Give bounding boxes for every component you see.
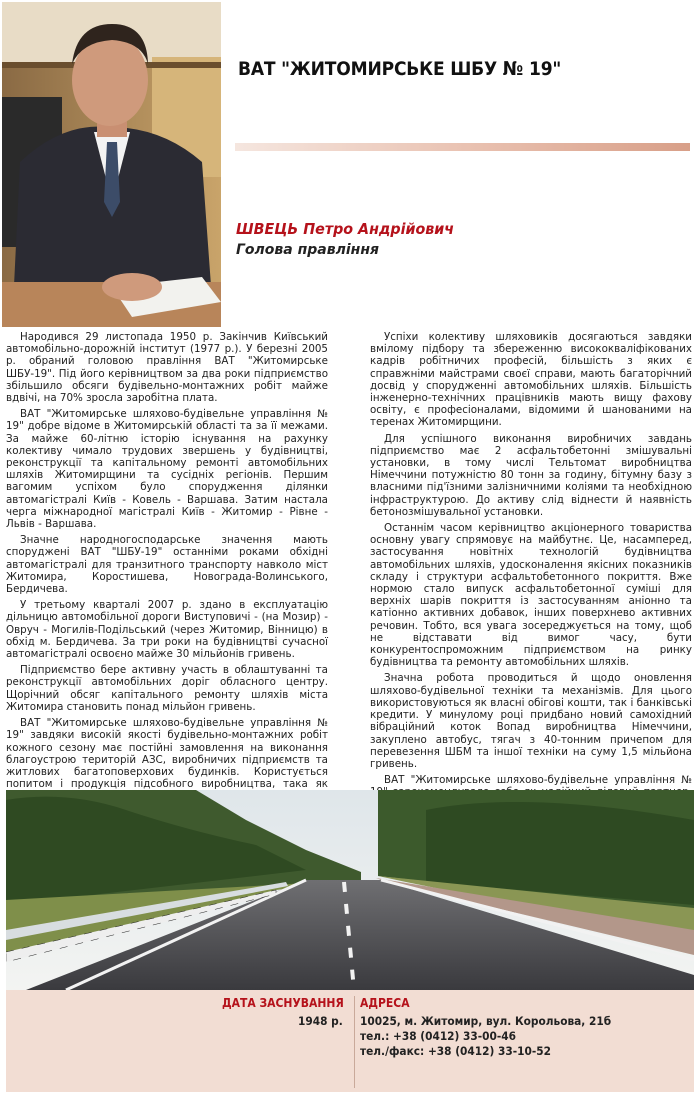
paragraph: Значна робота проводиться й щодо оновлення шляхово-будівельної техніки та механізмів. Для цього використовуються як власні обігові кошти, так і банківські кредити. У минулому році придбано новий самохідний вібраційний коток Вопад виробництва Німеччини, закуплено автобус, тягач з 40-тонним причепом для перевезення ШБМ та іншої техніки на суму 1,5 мільйона гривень.: [370, 672, 692, 770]
road-photo: [6, 790, 694, 990]
phone-text: тел.: +38 (0412) 33-00-46: [360, 1029, 517, 1043]
person-role: Голова правління: [236, 242, 379, 258]
address-text: 10025, м. Житомир, вул. Корольова, 21б: [360, 1014, 612, 1028]
article-column-right: [370, 331, 692, 839]
paragraph: Останнім часом керівництво акціонерного товариства основну увагу спрямовує на майбутнє. Це, насамперед, застосування новітніх технологій будівництва автомобільних шляхів, удосконалення якісних показників складу і структури асфальтобетонного покриття. Вже нормою стало випуск асфальтобетонної суміші для верхніх шарів покриття із застосуванням аніонно та катіонно активних добавок, інших поверхнево активних речовин. Тобто, вся увага зосереджується на тому, щоб не відставати від вимог часу, бути конкурентоспроможним підприємством на ринку будівництва та ремонту автомобільних шляхів.: [370, 522, 692, 669]
article-column-left: [6, 331, 328, 807]
footer-divider: [354, 996, 355, 1088]
paragraph: Народився 29 листопада 1950 р. Закінчив Київський автомобільно-дорожній інститут (1977 р.). У березні 2005 р. обраний головою правління ВАТ "Житомирське ШБУ-19". Під його керівництвом за два роки підприємство збільшило обсяги будівельно-монтажних робіт майже вдвічі, на 70% зросла заробітна плата.: [6, 331, 328, 405]
address-label: АДРЕСА: [360, 996, 410, 1010]
paragraph: У третьому кварталі 2007 р. здано в експлуатацію дільницю автомобільної дороги Виступовичі - (на Мозир) - Овруч - Могилів-Подільський (через Житомир, Вінницю) в обхід м. Бердичева. За три роки на будівництві сучасної автомагістралі освоєно майже 30 мільйонів гривень.: [6, 599, 328, 661]
founded-value: 1948 р.: [298, 1014, 343, 1028]
portrait-illustration: [2, 2, 221, 327]
paragraph: Значне народногосподарське значення мають споруджені ВАТ "ШБУ-19" останніми роками обхідні автомагістралі для транзитного транспорту навколо міст Житомира, Коростишева, Новограда-Волинського, Бердичева.: [6, 534, 328, 596]
company-info-footer: [6, 990, 694, 1092]
portrait-photo: [2, 2, 221, 327]
company-title: ВАТ "ЖИТОМИРСЬКЕ ШБУ № 19": [238, 58, 562, 80]
person-name: ШВЕЦЬ Петро Андрійович: [236, 220, 455, 238]
founded-label: ДАТА ЗАСНУВАННЯ: [222, 996, 344, 1010]
paragraph: ВАТ "Житомирське шляхово-будівельне управління №: [384, 774, 692, 787]
title-divider-bar: [235, 143, 690, 151]
paragraph: Успіхи колективу шляховиків досягаються завдяки вмілому підбору та збереженню висококваліфікованих кадрів робітничих професій, більшість з яких є справжніми майстрами своєї справи, мають багаторічний досвід у спорудженні автомобільних шляхів. Більшість інженерно-технічних працівників мають вищу фахову освіту, є професіоналами, відомими й шанованими на теренах Житомирщини.: [370, 331, 692, 429]
paragraph: Для успішного виконання виробничих завдань підприємство має 2 асфальтобетонні змішувальні установки, в тому числі Тельтомат виробництва Німеччини потужністю 80 тонн за годину, бітумну базу з власними під'їзними залізничними коліями та необхідною інфраструктурою. До активу слід віднести й наявність бетонозмішувальної установки.: [370, 432, 692, 518]
road-illustration: [6, 790, 694, 990]
fax-text: тел./факс: +38 (0412) 33-10-52: [360, 1044, 551, 1058]
paragraph: Підприємство бере активну участь в облаштуванні та реконструкції автомобільних доріг обласного центру. Щорічний обсяг капітального ремонту шляхів міста Житомира становить понад мільйон гривень.: [6, 664, 328, 713]
paragraph: ВАТ "Житомирське шляхово-будівельне управління № 19" добре відоме в Житомирській області та за її межами. За майже 60-літню історію існування на рахунку колективу чимало трудових звершень у будівництві, реконструкції та капітальному ремонті автомобільних шляхів Житомирщини та сусідніх регіонів. Першим вагомим успіхом було спорудження ділянки автомагістралі Київ - Ковель - Варшава. Затим настала черга міжнародної магістралі Київ - Житомир - Рівне - Львів - Варшава.: [6, 408, 328, 531]
paragraph: ВАТ "Житомирське шляхово-будівельне управління № 19" завдяки високій якості будівельно-монтажних робіт кожного сезону має постійні замовлення на виконання благоустрою територій АЗС, виробничих підприємств та житлових багатоповерхових будинків. Користується попитом і продукція підсобного виробництва, така як: [6, 717, 328, 791]
